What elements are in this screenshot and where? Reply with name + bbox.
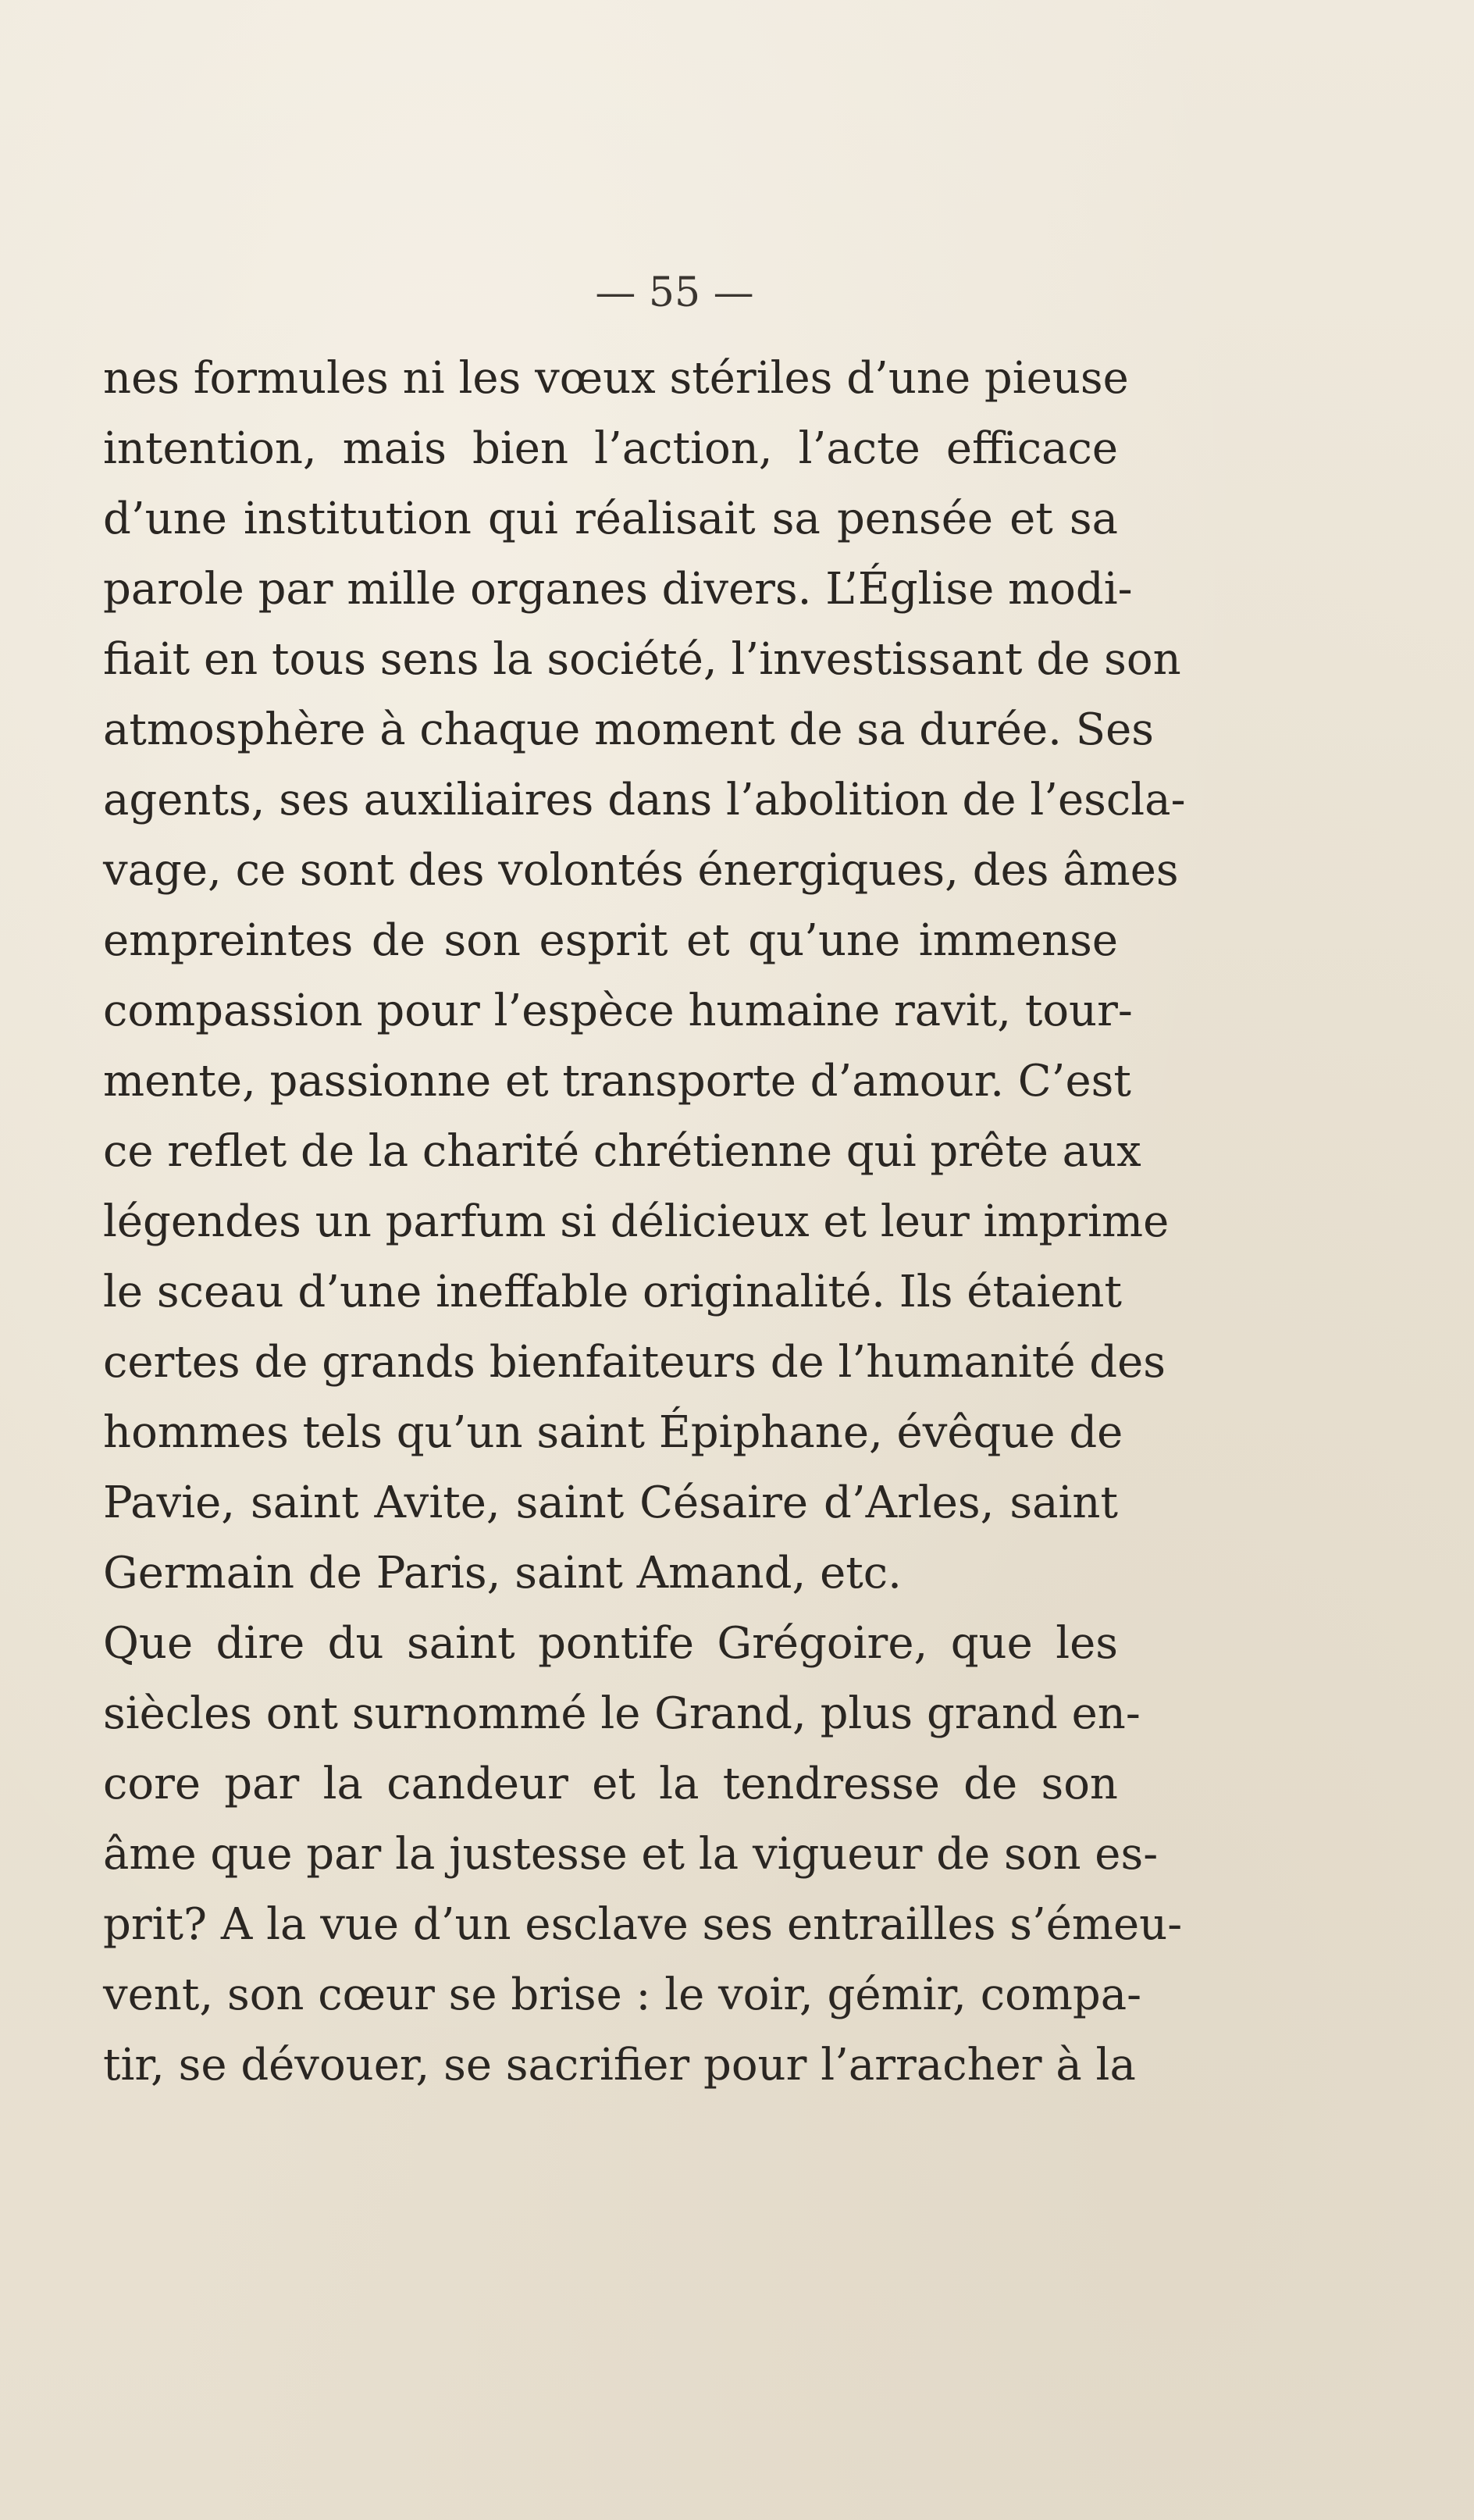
text-line: nes formules ni les vœux stériles d’une pieuse [103,353,1129,404]
paragraph-first-line: Que dire du saint pontife Grégoire, que les [103,1618,1118,1669]
text-line: d’une institution qui réalisait sa pensée et sa [103,494,1118,544]
body-text [103,344,1186,2101]
page-number: — 55 — [595,269,754,316]
text-line: prit? A la vue d’un esclave ses entrailles s’émeu- [103,1899,1183,1950]
text-line: mente, passionne et transporte d’amour. C’est [103,1056,1131,1107]
text-line: âme que par la justesse et la vigueur de son es- [103,1829,1159,1880]
text-line: ce reflet de la charité chrétienne qui prête aux [103,1126,1141,1177]
text-line: vent, son cœur se brise : le voir, gémir, compa- [103,1969,1142,2020]
text-line: hommes tels qu’un saint Épiphane, évêque de [103,1407,1123,1458]
text-line: le sceau d’une ineffable originalité. Ils étaient [103,1267,1122,1317]
text-line: fiait en tous sens la société, l’investissant de son [103,634,1181,685]
text-line: empreintes de son esprit et qu’une immense [103,915,1118,966]
paragraph-last-line: Germain de Paris, saint Amand, etc. [103,1548,902,1599]
text-line: tir, se dévouer, se sacrifier pour l’arracher à la [103,2040,1136,2090]
text-line: légendes un parfum si délicieux et leur imprime [103,1196,1170,1247]
text-line: certes de grands bienfaiteurs de l’humanité des [103,1337,1166,1388]
text-line: parole par mille organes divers. L’Église modi- [103,564,1133,615]
text-line: agents, ses auxiliaires dans l’abolition de l’escla- [103,775,1186,825]
text-line: vage, ce sont des volontés énergiques, des âmes [103,845,1179,896]
text-line: atmosphère à chaque moment de sa durée. Ses [103,704,1155,755]
text-line: compassion pour l’espèce humaine ravit, tour- [103,986,1133,1036]
text-line: Pavie, saint Avite, saint Césaire d’Arles, saint [103,1477,1118,1528]
text-line: intention, mais bien l’action, l’acte efficace [103,423,1118,474]
text-line: core par la candeur et la tendresse de son [103,1759,1118,1809]
text-line: siècles ont surnommé le Grand, plus grand en- [103,1688,1141,1739]
